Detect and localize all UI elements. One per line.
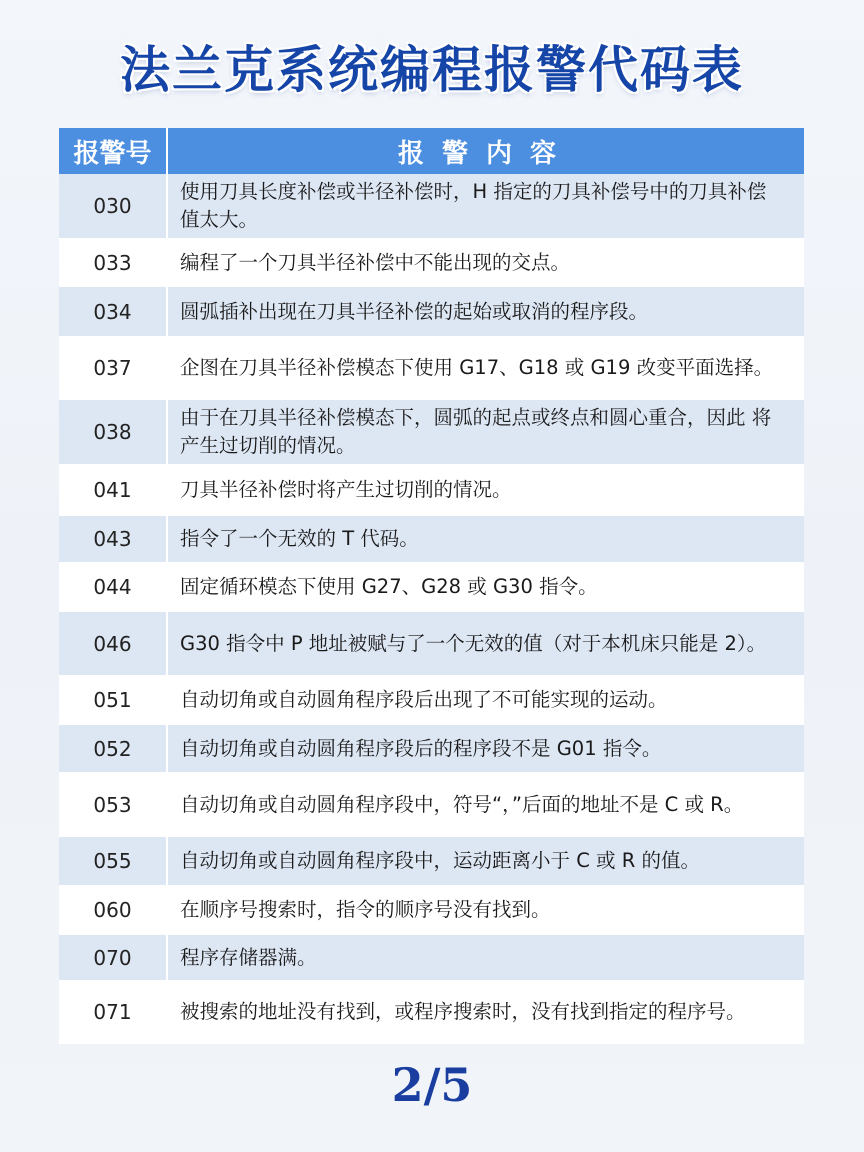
table-row <box>59 336 804 400</box>
table-row <box>59 174 804 238</box>
table-row <box>59 725 804 772</box>
page-title: 法兰克系统编程报警代码表 <box>120 41 744 99</box>
alarm-code: 044 <box>59 562 168 612</box>
table-row <box>59 516 804 562</box>
alarm-content: 圆弧插补出现在刀具半径补偿的起始或取消的程序段。 <box>180 299 649 323</box>
alarm-code: 034 <box>59 287 168 336</box>
table-row <box>59 238 804 287</box>
alarm-content: 使用刀具长度补偿或半径补偿时，H 指定的刀具补偿号中的刀具补偿 值太大。 <box>180 180 767 231</box>
table-row <box>59 562 804 612</box>
alarm-content: 在顺序号搜索时，指令的顺序号没有找到。 <box>180 898 551 921</box>
alarm-code: 043 <box>59 516 168 562</box>
table-row <box>59 772 804 837</box>
table-row <box>59 464 804 516</box>
alarm-content: 自动切角或自动圆角程序段后的程序段不是 G01 指令。 <box>180 736 662 760</box>
alarm-code: 046 <box>59 612 168 675</box>
alarm-code: 071 <box>59 980 168 1044</box>
table-row <box>59 935 804 980</box>
alarm-code: 053 <box>59 772 168 837</box>
alarm-code: 038 <box>59 400 168 464</box>
table-row <box>59 400 804 464</box>
alarm-content: G30 指令中 P 地址被赋与了一个无效的值（对于本机床只能是 2）。 <box>180 631 767 655</box>
alarm-code: 037 <box>59 336 168 400</box>
alarm-code: 060 <box>59 885 168 935</box>
page-indicator: 2/5 <box>391 1058 473 1112</box>
table-row <box>59 980 804 1044</box>
alarm-content: 企图在刀具半径补偿模态下使用 G17、G18 或 G19 改变平面选择。 <box>180 356 774 379</box>
table-header <box>59 128 804 174</box>
alarm-code: 055 <box>59 837 168 885</box>
header-content: 报警内容 <box>397 138 574 169</box>
alarm-content: 被搜索的地址没有找到，或程序搜索时，没有找到指定的程序号。 <box>180 1000 746 1023</box>
alarm-content: 自动切角或自动圆角程序段后出现了不可能实现的运动。 <box>180 688 668 711</box>
alarm-code: 051 <box>59 675 168 725</box>
table-row <box>59 675 804 725</box>
alarm-code-table <box>59 128 804 1044</box>
alarm-content: 固定循环模态下使用 G27、G28 或 G30 指令。 <box>180 575 598 598</box>
alarm-content: 指令了一个无效的 T 代码。 <box>180 527 419 550</box>
alarm-content: 由于在刀具半径补偿模态下，圆弧的起点或终点和圆心重合，因此 将产生过切削的情况。 <box>180 406 772 457</box>
alarm-code: 033 <box>59 238 168 287</box>
table-row <box>59 612 804 675</box>
alarm-content: 刀具半径补偿时将产生过切削的情况。 <box>180 478 512 501</box>
table-row <box>59 885 804 935</box>
alarm-content: 自动切角或自动圆角程序段中，符号“，”后面的地址不是 C 或 R。 <box>180 792 744 816</box>
alarm-code: 030 <box>59 174 168 238</box>
header-code: 报警号 <box>59 128 168 174</box>
alarm-code: 052 <box>59 725 168 772</box>
table-row <box>59 837 804 885</box>
alarm-code: 070 <box>59 935 168 980</box>
alarm-content: 程序存储器满。 <box>180 945 317 969</box>
alarm-code: 041 <box>59 464 168 516</box>
alarm-content: 自动切角或自动圆角程序段中，运动距离小于 C 或 R 的值。 <box>180 849 700 872</box>
alarm-content: 编程了一个刀具半径补偿中不能出现的交点。 <box>180 250 571 274</box>
table-row <box>59 287 804 336</box>
